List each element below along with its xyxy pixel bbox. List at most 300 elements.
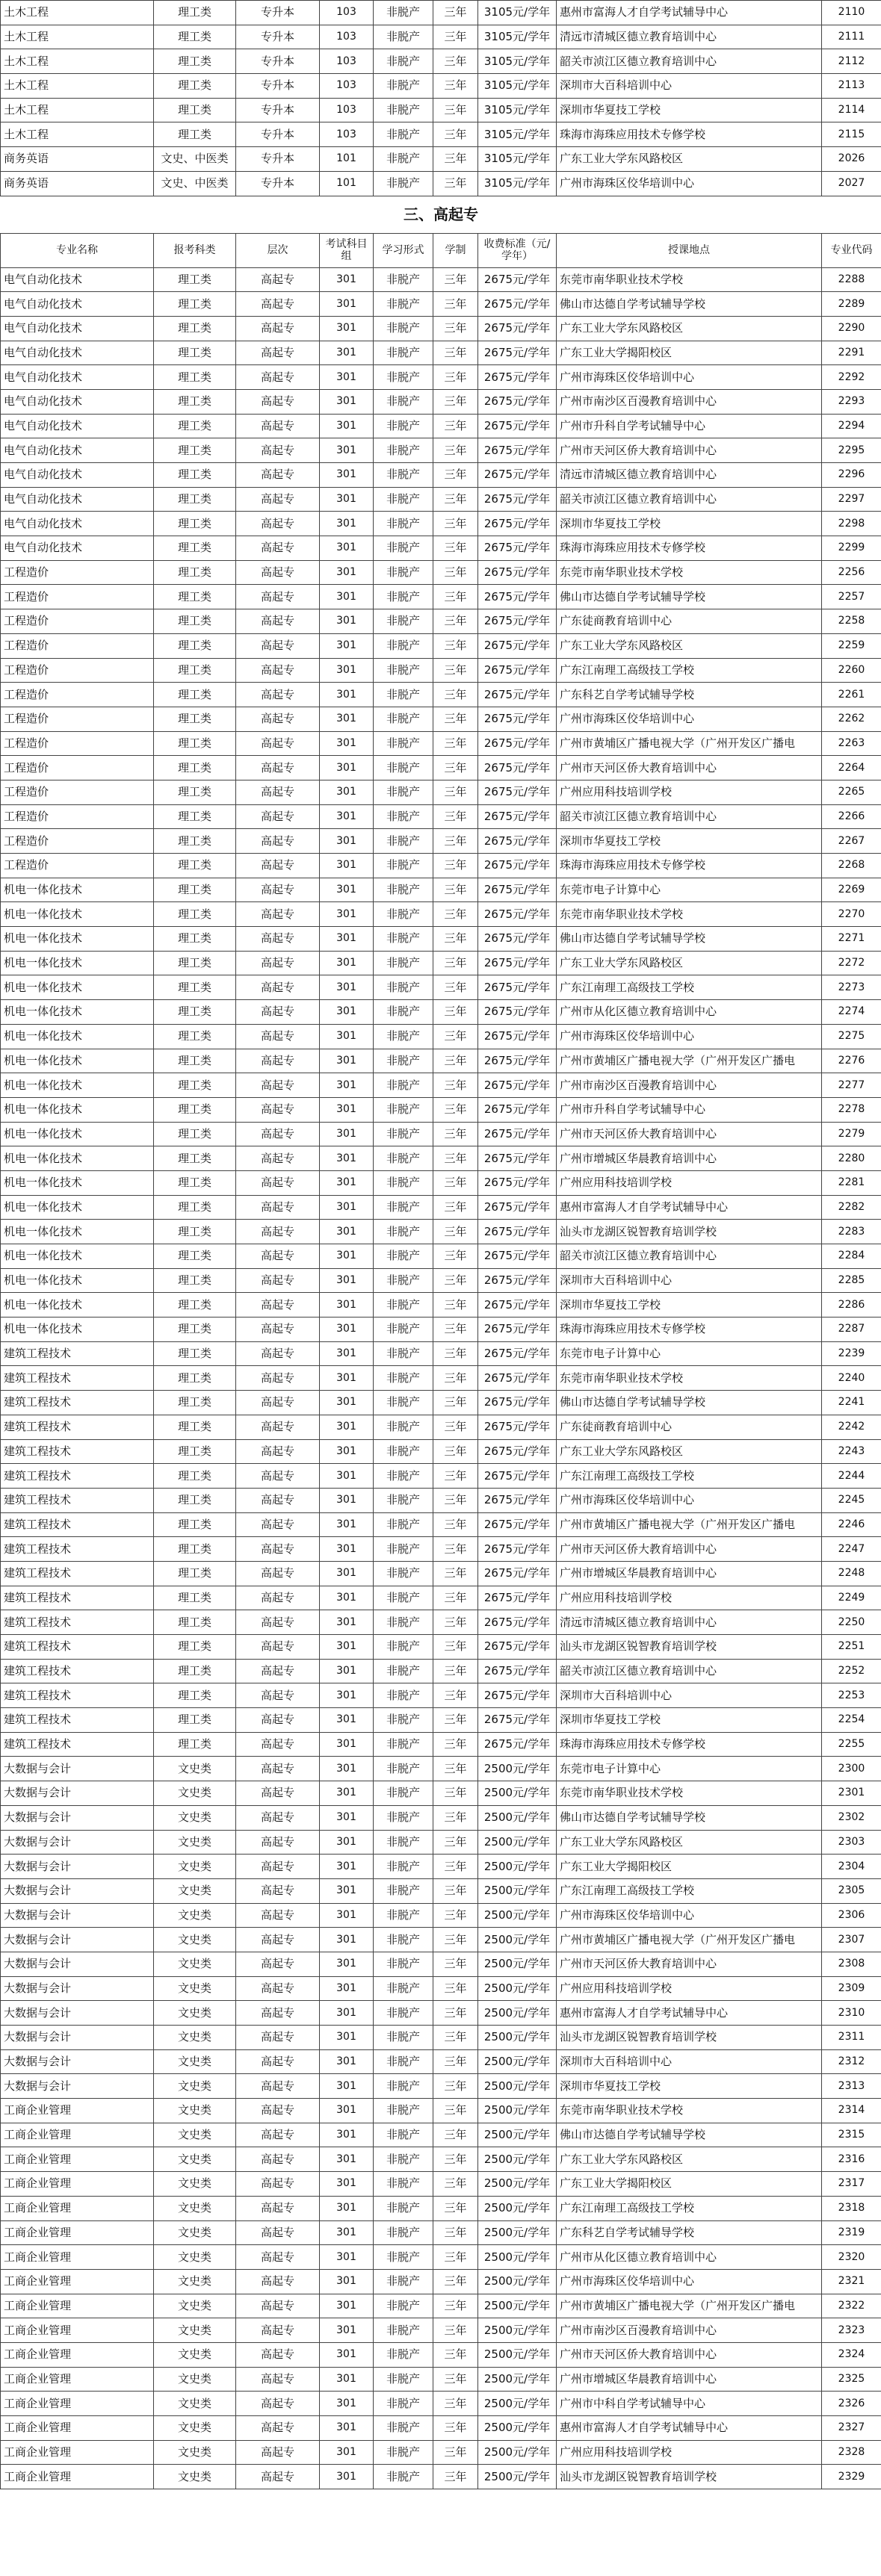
cell-level: 高起专 xyxy=(236,1878,320,1903)
table-row xyxy=(1,1805,881,1830)
cell-major: 电气自动化技术 xyxy=(1,389,154,414)
cell-major: 工商企业管理 xyxy=(1,2392,154,2416)
cell-location: 广州市黄埔区广播电视大学（广州开发区广播电 xyxy=(557,1928,822,1952)
table-row xyxy=(1,1366,881,1391)
cell-fee: 2500元/学年 xyxy=(478,2294,557,2318)
cell-location: 广州市黄埔区广播电视大学（广州开发区广播电 xyxy=(557,1049,822,1073)
cell-fee: 2675元/学年 xyxy=(478,585,557,609)
cell-duration: 三年 xyxy=(433,267,478,292)
cell-fee: 3105元/学年 xyxy=(478,147,557,172)
cell-category: 文史类 xyxy=(154,1855,236,1879)
cell-category: 文史类 xyxy=(154,2245,236,2270)
cell-code: 2310 xyxy=(822,2001,881,2026)
cell-exam-group: 301 xyxy=(320,927,374,952)
cell-level: 高起专 xyxy=(236,2416,320,2441)
table-row xyxy=(1,463,881,488)
cell-category: 文史类 xyxy=(154,2342,236,2367)
cell-location: 东莞市南华职业技术学校 xyxy=(557,267,822,292)
table-row xyxy=(1,147,881,172)
table-row xyxy=(1,1049,881,1073)
cell-code: 2115 xyxy=(822,122,881,147)
cell-location: 广东工业大学东风路校区 xyxy=(557,316,822,341)
cell-study-mode: 非脱产 xyxy=(374,2465,433,2489)
cell-study-mode: 非脱产 xyxy=(374,512,433,536)
cell-exam-group: 103 xyxy=(320,25,374,49)
cell-fee: 2500元/学年 xyxy=(478,2196,557,2220)
cell-code: 2280 xyxy=(822,1146,881,1171)
cell-study-mode: 非脱产 xyxy=(374,25,433,49)
cell-exam-group: 301 xyxy=(320,1512,374,1537)
cell-category: 理工类 xyxy=(154,1415,236,1439)
cell-code: 2306 xyxy=(822,1903,881,1928)
cell-category: 理工类 xyxy=(154,1512,236,1537)
cell-major: 工程造价 xyxy=(1,683,154,707)
cell-location: 东莞市南华职业技术学校 xyxy=(557,560,822,585)
cell-duration: 三年 xyxy=(433,2465,478,2489)
cell-duration: 三年 xyxy=(433,2392,478,2416)
cell-category: 文史类 xyxy=(154,2318,236,2343)
cell-fee: 2675元/学年 xyxy=(478,438,557,463)
cell-category: 理工类 xyxy=(154,267,236,292)
cell-code: 2326 xyxy=(822,2392,881,2416)
cell-duration: 三年 xyxy=(433,683,478,707)
cell-location: 广州市南沙区百漫教育培训中心 xyxy=(557,389,822,414)
cell-level: 专升本 xyxy=(236,1,320,25)
table-row xyxy=(1,2342,881,2367)
cell-code: 2288 xyxy=(822,267,881,292)
table-row xyxy=(1,1878,881,1903)
cell-exam-group: 301 xyxy=(320,2172,374,2197)
cell-location: 广州应用科技培训学校 xyxy=(557,1586,822,1610)
cell-code: 2271 xyxy=(822,927,881,952)
cell-level: 高起专 xyxy=(236,1952,320,1976)
cell-study-mode: 非脱产 xyxy=(374,1855,433,1879)
cell-level: 高起专 xyxy=(236,463,320,488)
cell-study-mode: 非脱产 xyxy=(374,1464,433,1489)
cell-fee: 2675元/学年 xyxy=(478,1659,557,1683)
cell-code: 2256 xyxy=(822,560,881,585)
cell-fee: 2500元/学年 xyxy=(478,1928,557,1952)
cell-fee: 2500元/学年 xyxy=(478,2440,557,2465)
cell-major: 机电一体化技术 xyxy=(1,878,154,902)
table-row xyxy=(1,878,881,902)
cell-duration: 三年 xyxy=(433,49,478,74)
cell-study-mode: 非脱产 xyxy=(374,147,433,172)
header-row xyxy=(1,233,881,267)
cell-location: 广州市南沙区百漫教育培训中心 xyxy=(557,2318,822,2343)
cell-code: 2318 xyxy=(822,2196,881,2220)
cell-study-mode: 非脱产 xyxy=(374,1708,433,1733)
cell-category: 文史类 xyxy=(154,1830,236,1855)
cell-major: 工程造价 xyxy=(1,780,154,804)
cell-study-mode: 非脱产 xyxy=(374,1122,433,1146)
cell-category: 文史类 xyxy=(154,2465,236,2489)
cell-code: 2300 xyxy=(822,1757,881,1781)
cell-major: 机电一体化技术 xyxy=(1,902,154,927)
cell-major: 工商企业管理 xyxy=(1,2440,154,2465)
cell-level: 高起专 xyxy=(236,1561,320,1586)
table-row xyxy=(1,316,881,341)
cell-study-mode: 非脱产 xyxy=(374,171,433,196)
cell-duration: 三年 xyxy=(433,1512,478,1537)
cell-exam-group: 301 xyxy=(320,756,374,780)
cell-major: 建筑工程技术 xyxy=(1,1708,154,1733)
cell-level: 高起专 xyxy=(236,1391,320,1415)
cell-duration: 三年 xyxy=(433,1855,478,1879)
cell-level: 高起专 xyxy=(236,1928,320,1952)
table-row xyxy=(1,829,881,854)
cell-major: 土木工程 xyxy=(1,1,154,25)
cell-exam-group: 301 xyxy=(320,463,374,488)
table-row xyxy=(1,927,881,952)
cell-level: 高起专 xyxy=(236,1781,320,1806)
table-row xyxy=(1,756,881,780)
cell-location: 韶关市浈江区德立教育培训中心 xyxy=(557,487,822,512)
cell-major: 土木工程 xyxy=(1,25,154,49)
cell-duration: 三年 xyxy=(433,902,478,927)
cell-level: 专升本 xyxy=(236,122,320,147)
cell-category: 理工类 xyxy=(154,878,236,902)
cell-code: 2255 xyxy=(822,1732,881,1757)
table-row xyxy=(1,389,881,414)
cell-category: 文史类 xyxy=(154,1903,236,1928)
cell-fee: 3105元/学年 xyxy=(478,1,557,25)
cell-exam-group: 301 xyxy=(320,560,374,585)
cell-study-mode: 非脱产 xyxy=(374,74,433,99)
cell-major: 工程造价 xyxy=(1,756,154,780)
cell-code: 2260 xyxy=(822,658,881,683)
cell-study-mode: 非脱产 xyxy=(374,2294,433,2318)
cell-location: 东莞市电子计算中心 xyxy=(557,1757,822,1781)
cell-exam-group: 301 xyxy=(320,1049,374,1073)
cell-location: 佛山市达德自学考试辅导学校 xyxy=(557,927,822,952)
cell-level: 高起专 xyxy=(236,658,320,683)
cell-code: 2322 xyxy=(822,2294,881,2318)
cell-major: 建筑工程技术 xyxy=(1,1586,154,1610)
cell-location: 深圳市华夏技工学校 xyxy=(557,512,822,536)
cell-fee: 2675元/学年 xyxy=(478,927,557,952)
cell-major: 建筑工程技术 xyxy=(1,1391,154,1415)
cell-level: 专升本 xyxy=(236,25,320,49)
cell-duration: 三年 xyxy=(433,1781,478,1806)
cell-level: 专升本 xyxy=(236,98,320,122)
cell-category: 理工类 xyxy=(154,756,236,780)
main-section-body xyxy=(1,267,881,2489)
cell-study-mode: 非脱产 xyxy=(374,1097,433,1122)
cell-duration: 三年 xyxy=(433,1195,478,1220)
cell-category: 文史类 xyxy=(154,2147,236,2172)
table-row xyxy=(1,98,881,122)
cell-level: 高起专 xyxy=(236,927,320,952)
cell-code: 2311 xyxy=(822,2026,881,2050)
table-row xyxy=(1,658,881,683)
cell-exam-group: 301 xyxy=(320,2147,374,2172)
cell-location: 东莞市电子计算中心 xyxy=(557,878,822,902)
cell-fee: 2500元/学年 xyxy=(478,1878,557,1903)
table-row xyxy=(1,804,881,829)
table-row xyxy=(1,2099,881,2123)
cell-location: 东莞市南华职业技术学校 xyxy=(557,1366,822,1391)
cell-exam-group: 301 xyxy=(320,1732,374,1757)
cell-category: 理工类 xyxy=(154,1341,236,1366)
cell-exam-group: 301 xyxy=(320,512,374,536)
cell-level: 高起专 xyxy=(236,1122,320,1146)
cell-category: 理工类 xyxy=(154,1586,236,1610)
cell-code: 2114 xyxy=(822,98,881,122)
cell-code: 2285 xyxy=(822,1268,881,1293)
cell-major: 商务英语 xyxy=(1,147,154,172)
table-row xyxy=(1,536,881,561)
cell-location: 深圳市华夏技工学校 xyxy=(557,1708,822,1733)
table-row xyxy=(1,1391,881,1415)
cell-duration: 三年 xyxy=(433,1976,478,2001)
cell-level: 高起专 xyxy=(236,1805,320,1830)
cell-exam-group: 301 xyxy=(320,902,374,927)
cell-study-mode: 非脱产 xyxy=(374,1757,433,1781)
cell-code: 2248 xyxy=(822,1561,881,1586)
cell-study-mode: 非脱产 xyxy=(374,1488,433,1512)
cell-exam-group: 301 xyxy=(320,2318,374,2343)
cell-fee: 2675元/学年 xyxy=(478,1146,557,1171)
cell-exam-group: 301 xyxy=(320,1878,374,1903)
cell-fee: 2675元/学年 xyxy=(478,1073,557,1098)
cell-study-mode: 非脱产 xyxy=(374,1,433,25)
cell-study-mode: 非脱产 xyxy=(374,1878,433,1903)
cell-category: 理工类 xyxy=(154,1635,236,1660)
cell-duration: 三年 xyxy=(433,1000,478,1025)
cell-category: 文史类 xyxy=(154,2026,236,2050)
cell-duration: 三年 xyxy=(433,1268,478,1293)
cell-exam-group: 301 xyxy=(320,1976,374,2001)
cell-exam-group: 301 xyxy=(320,878,374,902)
cell-duration: 三年 xyxy=(433,2318,478,2343)
cell-level: 高起专 xyxy=(236,1220,320,1244)
cell-code: 2293 xyxy=(822,389,881,414)
cell-major: 工程造价 xyxy=(1,804,154,829)
cell-duration: 三年 xyxy=(433,1610,478,1635)
cell-exam-group: 301 xyxy=(320,609,374,634)
table-row xyxy=(1,1561,881,1586)
cell-location: 佛山市达德自学考试辅导学校 xyxy=(557,292,822,317)
cell-major: 大数据与会计 xyxy=(1,2026,154,2050)
header-location: 授课地点 xyxy=(557,233,822,267)
cell-level: 高起专 xyxy=(236,341,320,365)
cell-code: 2320 xyxy=(822,2245,881,2270)
header-fee: 收费标准（元/学年） xyxy=(478,233,557,267)
cell-fee: 2675元/学年 xyxy=(478,1268,557,1293)
cell-code: 2242 xyxy=(822,1415,881,1439)
cell-fee: 2675元/学年 xyxy=(478,1561,557,1586)
cell-code: 2317 xyxy=(822,2172,881,2197)
cell-category: 文史类 xyxy=(154,2294,236,2318)
table-row xyxy=(1,731,881,756)
cell-location: 广州市海珠区佼华培训中心 xyxy=(557,1024,822,1049)
cell-location: 广州市海珠区佼华培训中心 xyxy=(557,1488,822,1512)
cell-level: 高起专 xyxy=(236,2196,320,2220)
cell-location: 广州市海珠区佼华培训中心 xyxy=(557,2269,822,2294)
cell-location: 珠海市海珠应用技术专修学校 xyxy=(557,122,822,147)
cell-code: 2247 xyxy=(822,1537,881,1562)
cell-fee: 2675元/学年 xyxy=(478,560,557,585)
cell-study-mode: 非脱产 xyxy=(374,1537,433,1562)
cell-category: 理工类 xyxy=(154,683,236,707)
cell-fee: 2675元/学年 xyxy=(478,829,557,854)
table-row xyxy=(1,2220,881,2245)
cell-level: 高起专 xyxy=(236,683,320,707)
cell-level: 高起专 xyxy=(236,2245,320,2270)
table-row xyxy=(1,1537,881,1562)
cell-category: 理工类 xyxy=(154,609,236,634)
cell-category: 文史类 xyxy=(154,1781,236,1806)
cell-duration: 三年 xyxy=(433,147,478,172)
cell-study-mode: 非脱产 xyxy=(374,658,433,683)
cell-exam-group: 301 xyxy=(320,292,374,317)
cell-major: 大数据与会计 xyxy=(1,1878,154,1903)
cell-major: 工程造价 xyxy=(1,829,154,854)
table-row xyxy=(1,1708,881,1733)
cell-fee: 2675元/学年 xyxy=(478,341,557,365)
cell-exam-group: 301 xyxy=(320,2392,374,2416)
cell-study-mode: 非脱产 xyxy=(374,1732,433,1757)
cell-duration: 三年 xyxy=(433,1635,478,1660)
cell-major: 商务英语 xyxy=(1,171,154,196)
cell-fee: 2675元/学年 xyxy=(478,878,557,902)
cell-level: 高起专 xyxy=(236,2099,320,2123)
cell-duration: 三年 xyxy=(433,1708,478,1733)
cell-major: 建筑工程技术 xyxy=(1,1610,154,1635)
cell-code: 2297 xyxy=(822,487,881,512)
cell-major: 建筑工程技术 xyxy=(1,1659,154,1683)
cell-duration: 三年 xyxy=(433,2269,478,2294)
cell-duration: 三年 xyxy=(433,1805,478,1830)
cell-duration: 三年 xyxy=(433,1146,478,1171)
cell-category: 理工类 xyxy=(154,25,236,49)
cell-location: 深圳市大百科培训中心 xyxy=(557,1683,822,1708)
cell-location: 广东工业大学揭阳校区 xyxy=(557,341,822,365)
cell-major: 工商企业管理 xyxy=(1,2294,154,2318)
cell-fee: 2500元/学年 xyxy=(478,2392,557,2416)
cell-level: 高起专 xyxy=(236,1635,320,1660)
cell-major: 工商企业管理 xyxy=(1,2099,154,2123)
table-row xyxy=(1,2001,881,2026)
cell-code: 2269 xyxy=(822,878,881,902)
cell-code: 2295 xyxy=(822,438,881,463)
cell-category: 理工类 xyxy=(154,975,236,1000)
cell-study-mode: 非脱产 xyxy=(374,1146,433,1171)
cell-exam-group: 103 xyxy=(320,1,374,25)
cell-category: 理工类 xyxy=(154,98,236,122)
cell-level: 专升本 xyxy=(236,147,320,172)
cell-fee: 2675元/学年 xyxy=(478,780,557,804)
cell-exam-group: 301 xyxy=(320,829,374,854)
cell-major: 工商企业管理 xyxy=(1,2416,154,2441)
cell-exam-group: 301 xyxy=(320,2220,374,2245)
cell-exam-group: 301 xyxy=(320,1586,374,1610)
cell-level: 高起专 xyxy=(236,292,320,317)
cell-location: 广州市升科自学考试辅导中心 xyxy=(557,1097,822,1122)
cell-major: 建筑工程技术 xyxy=(1,1512,154,1537)
cell-duration: 三年 xyxy=(433,2245,478,2270)
cell-major: 建筑工程技术 xyxy=(1,1488,154,1512)
cell-duration: 三年 xyxy=(433,878,478,902)
cell-category: 理工类 xyxy=(154,927,236,952)
cell-major: 土木工程 xyxy=(1,49,154,74)
cell-category: 理工类 xyxy=(154,536,236,561)
table-row xyxy=(1,1635,881,1660)
cell-major: 机电一体化技术 xyxy=(1,1170,154,1195)
cell-fee: 2675元/学年 xyxy=(478,1122,557,1146)
cell-category: 理工类 xyxy=(154,1732,236,1757)
cell-code: 2321 xyxy=(822,2269,881,2294)
cell-study-mode: 非脱产 xyxy=(374,633,433,658)
cell-major: 机电一体化技术 xyxy=(1,951,154,975)
cell-fee: 2500元/学年 xyxy=(478,2416,557,2441)
cell-level: 高起专 xyxy=(236,389,320,414)
cell-duration: 三年 xyxy=(433,414,478,438)
cell-fee: 2675元/学年 xyxy=(478,633,557,658)
cell-exam-group: 301 xyxy=(320,2269,374,2294)
cell-study-mode: 非脱产 xyxy=(374,316,433,341)
cell-duration: 三年 xyxy=(433,1097,478,1122)
cell-category: 理工类 xyxy=(154,292,236,317)
cell-category: 理工类 xyxy=(154,1170,236,1195)
cell-location: 广东工业大学东风路校区 xyxy=(557,2147,822,2172)
cell-code: 2249 xyxy=(822,1586,881,1610)
cell-major: 工程造价 xyxy=(1,609,154,634)
cell-location: 珠海市海珠应用技术专修学校 xyxy=(557,1318,822,1342)
cell-level: 高起专 xyxy=(236,878,320,902)
cell-code: 2329 xyxy=(822,2465,881,2489)
cell-category: 理工类 xyxy=(154,658,236,683)
cell-fee: 3105元/学年 xyxy=(478,25,557,49)
cell-major: 机电一体化技术 xyxy=(1,1318,154,1342)
cell-fee: 2675元/学年 xyxy=(478,1537,557,1562)
table-row xyxy=(1,1903,881,1928)
cell-location: 广州市从化区德立教育培训中心 xyxy=(557,1000,822,1025)
cell-fee: 2500元/学年 xyxy=(478,1903,557,1928)
cell-major: 工商企业管理 xyxy=(1,2342,154,2367)
cell-location: 广东科艺自学考试辅导学校 xyxy=(557,2220,822,2245)
cell-location: 广州市天河区侨大教育培训中心 xyxy=(557,438,822,463)
cell-location: 广州应用科技培训学校 xyxy=(557,1170,822,1195)
cell-level: 高起专 xyxy=(236,1024,320,1049)
cell-code: 2263 xyxy=(822,731,881,756)
cell-duration: 三年 xyxy=(433,2196,478,2220)
cell-major: 工程造价 xyxy=(1,731,154,756)
cell-study-mode: 非脱产 xyxy=(374,683,433,707)
cell-study-mode: 非脱产 xyxy=(374,536,433,561)
cell-category: 理工类 xyxy=(154,1000,236,1025)
cell-exam-group: 301 xyxy=(320,1244,374,1269)
cell-exam-group: 301 xyxy=(320,1464,374,1489)
cell-major: 机电一体化技术 xyxy=(1,1073,154,1098)
cell-duration: 三年 xyxy=(433,1415,478,1439)
cell-category: 文史类 xyxy=(154,2367,236,2392)
cell-fee: 2675元/学年 xyxy=(478,1488,557,1512)
cell-exam-group: 301 xyxy=(320,854,374,878)
cell-level: 高起专 xyxy=(236,1537,320,1562)
cell-level: 高起专 xyxy=(236,512,320,536)
cell-duration: 三年 xyxy=(433,341,478,365)
cell-level: 高起专 xyxy=(236,1146,320,1171)
cell-category: 文史类 xyxy=(154,1805,236,1830)
cell-location: 广东江南理工高级技工学校 xyxy=(557,975,822,1000)
cell-exam-group: 301 xyxy=(320,1000,374,1025)
cell-code: 2298 xyxy=(822,512,881,536)
cell-study-mode: 非脱产 xyxy=(374,878,433,902)
cell-code: 2302 xyxy=(822,1805,881,1830)
cell-duration: 三年 xyxy=(433,1391,478,1415)
